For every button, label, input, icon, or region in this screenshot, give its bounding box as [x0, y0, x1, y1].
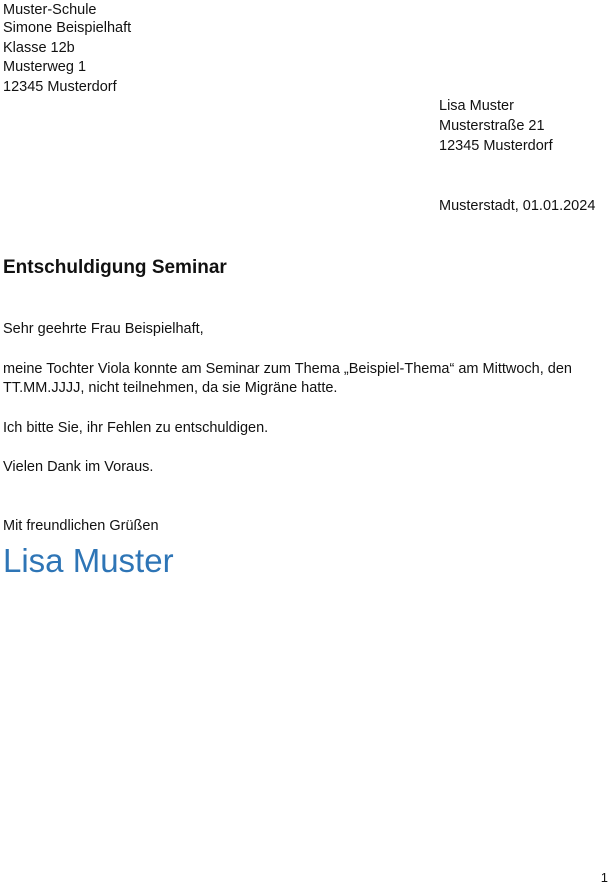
body-paragraph-1-line-2: TT.MM.JJJJ, nicht teilnehmen, da sie Migräne hatte. [3, 380, 338, 396]
sender-class: Klasse 12b [3, 40, 75, 56]
body-paragraph-3: Vielen Dank im Voraus. [3, 459, 154, 475]
sender-school: Muster-Schule [3, 2, 97, 18]
recipient-name: Lisa Muster [439, 98, 514, 114]
closing: Mit freundlichen Grüßen [3, 518, 159, 534]
body-paragraph-1-line-1: meine Tochter Viola konnte am Seminar zum Thema „Beispiel-Thema“ am Mittwoch, den [3, 361, 572, 377]
signature: Lisa Muster [3, 542, 174, 579]
salutation: Sehr geehrte Frau Beispielhaft, [3, 321, 204, 337]
page-number: 1 [600, 870, 608, 885]
sender-city: 12345 Musterdorf [3, 79, 117, 95]
body-paragraph-2: Ich bitte Sie, ihr Fehlen zu entschuldigen. [3, 420, 269, 436]
sender-teacher: Simone Beispielhaft [3, 20, 132, 36]
recipient-street: Musterstraße 21 [439, 118, 545, 134]
subject-heading: Entschuldigung Seminar [3, 257, 227, 278]
sender-street: Musterweg 1 [3, 59, 87, 75]
date-line: Musterstadt, 01.01.2024 [439, 198, 596, 214]
recipient-city: 12345 Musterdorf [439, 138, 553, 154]
